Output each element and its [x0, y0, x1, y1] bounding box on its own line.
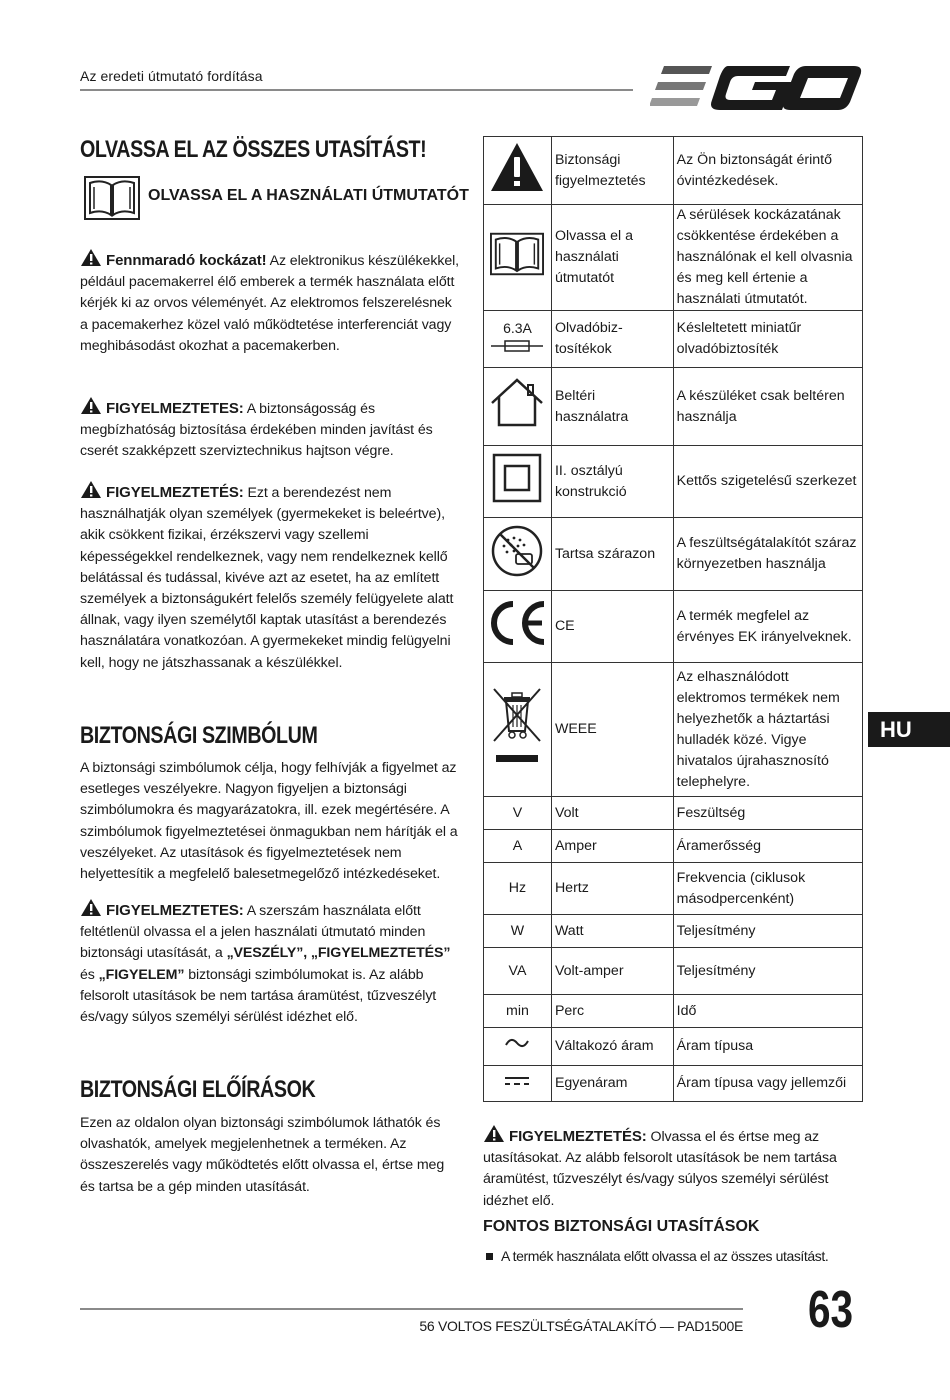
warning-icon — [483, 1124, 505, 1143]
table-cell-name: Hertz — [551, 863, 673, 915]
ego-logo — [650, 62, 862, 114]
paragraph-warning-persons: FIGYELMEZTETÉS: Ezt a berendezést nem használhatják olyan személyek (gyermekeket is beleértve), akik csökkent fizikai, érzékszervi vagy szellemi képességekkel rendelkeznek, vagy nem rendelkeznek kellő belátással és tudással, kivéve azt az esetet, ha az említett személyek a biztonságukért felelős személy felügyelete alatt állnak, vagy ilyen személytől kaptak utasítást a berendezés használatára vonatkozóan. A gyermekeket mindig felügyelni kell, hogy ne játszhassanak a készülékkel. — [80, 480, 460, 674]
warning-icon — [80, 898, 102, 917]
table-row — [484, 915, 863, 948]
table-cell-symbol — [484, 518, 552, 591]
keep-dry-icon — [490, 524, 544, 578]
paragraph-safety-symbols: A biztonsági szimbólumok célja, hogy felhívják a figyelmet az esetleges veszélyekre. Nagyon figyeljen a biztonsági szimbólumokra és magyarázatokra, ill. ezek megértésére. A szimbólumok figyelmeztetései önmagukban nem hárítják el a veszélyeket. Az utasítások és figyelmeztetések nem helyettesítik a megfelelő balesetmegelőző intézkedéseket. — [80, 760, 458, 883]
table-row — [484, 137, 863, 205]
table-row — [484, 591, 863, 663]
table-cell-desc: Áramerősség — [673, 830, 862, 863]
table-cell-desc: Teljesítmény — [673, 915, 862, 948]
table-cell-symbol — [484, 205, 552, 311]
table-row — [484, 830, 863, 863]
paragraph-warning-tool: FIGYELMEZTETES: A szerszám használata előtt feltétlenül olvassa el a jelen használati útmutató minden biztonsági utasítását, a „VESZÉLY”, „FIGYELMEZTETÉS” és „FIGYELEM” biztonsági szimbólumokat is. Az alább felsorolt utasítások be nem tartása áramütést, tűzveszélyt és/vagy súlyos személyi sérülést idézhet elő. — [80, 898, 460, 1028]
table-row — [484, 205, 863, 311]
paragraph-warning-right: FIGYELMEZTETÉS: Olvassa el és értse meg az utasításokat. Az alább felsorolt utasítások be nem tartása áramütést, tűzveszélyt és/vagy súlyos személyi sérülést idézhet elő. — [483, 1124, 863, 1212]
table-cell-desc: Idő — [673, 995, 862, 1028]
fuse-rating: 6.3A — [503, 320, 532, 336]
table-cell-symbol: VA — [484, 948, 552, 995]
table-cell-name: Tartsa szárazon — [551, 518, 673, 591]
warning-triangle-icon — [489, 141, 545, 193]
table-cell-symbol — [484, 137, 552, 205]
table-cell-desc: Késleltetett miniatűr olvadóbiztosíték — [673, 311, 862, 368]
table-cell-name: Olvassa el a használati útmutatót — [551, 205, 673, 311]
table-cell-symbol — [484, 311, 552, 368]
table-row — [484, 1028, 863, 1066]
table-cell-name: Amper — [551, 830, 673, 863]
table-cell-desc: Frekvencia (ciklusok másodpercenként) — [673, 863, 862, 915]
table-cell-symbol: min — [484, 995, 552, 1028]
table-cell-desc: Teljesítmény — [673, 948, 862, 995]
direct-current-icon — [504, 1075, 530, 1087]
table-row — [484, 446, 863, 518]
footer-rule — [80, 1308, 743, 1310]
table-cell-name: Biztonsági figyelmeztetés — [551, 137, 673, 205]
table-cell-symbol: A — [484, 830, 552, 863]
warning-icon — [80, 480, 102, 499]
table-cell-symbol: Hz — [484, 863, 552, 915]
table-row — [484, 518, 863, 591]
table-cell-symbol: V — [484, 797, 552, 830]
header-rule — [80, 89, 633, 91]
paragraph-residual-risk: Fennmaradó kockázat! Az elektronikus készülékekkel, például pacemakerrel élő emberek a termék használata előtt kérjék ki az orvos véleményét. Az elektromos felszerelésnek a pacemakerhez közel való működtetése interferenciát vagy meghibásodást okozhat a pacemakerben. — [80, 248, 460, 357]
paragraph-safety-rules: Ezen az oldalon olyan biztonsági szimbólumok láthatók és olvashatók, amelyek megjelenhetnek a terméken. Az összeszerelés vagy működtetés előtt olvassa el, értse meg és tartsa be a gép minden utasítását. — [80, 1115, 445, 1195]
language-tab: HU — [868, 712, 950, 747]
table-row — [484, 948, 863, 995]
table-cell-symbol: W — [484, 915, 552, 948]
bullet-item: A termék használata előtt olvassa el az összes utasítást. — [486, 1248, 828, 1264]
weee-bin-icon — [490, 683, 544, 769]
warning-icon — [80, 396, 102, 415]
table-cell-desc: Áram típusa vagy jellemzői — [673, 1066, 862, 1102]
table-cell-symbol — [484, 1066, 552, 1102]
table-cell-symbol — [484, 446, 552, 518]
table-cell-name: CE — [551, 591, 673, 663]
header-text: Az eredeti útmutató fordítása — [80, 68, 263, 84]
read-manual-heading: OLVASSA EL A HASZNÁLATI ÚTMUTATÓT — [148, 187, 469, 204]
bullet-square-icon — [486, 1253, 493, 1260]
table-cell-desc: Áram típusa — [673, 1028, 862, 1066]
table-row — [484, 311, 863, 368]
house-icon — [489, 377, 545, 429]
table-row — [484, 995, 863, 1028]
double-square-icon — [492, 453, 542, 503]
read-manual-icon — [84, 175, 140, 221]
table-cell-name: Watt — [551, 915, 673, 948]
table-cell-desc: A sérülések kockázatának csökkentése érdekében a használónak el kell olvasnia és meg kell értenie a használati útmutatót. — [673, 205, 862, 311]
table-cell-desc: A termék megfelel az érvényes EK irányelveknek. — [673, 591, 862, 663]
read-manual-icon — [490, 231, 544, 277]
table-cell-symbol — [484, 663, 552, 797]
page-number: 63 — [808, 1281, 854, 1339]
table-cell-symbol — [484, 1028, 552, 1066]
table-cell-name: Beltéri használatra — [551, 368, 673, 446]
table-cell-name: Volt — [551, 797, 673, 830]
table-row — [484, 797, 863, 830]
table-row — [484, 368, 863, 446]
table-cell-desc: A készüléket csak beltéren használja — [673, 368, 862, 446]
important-safety-heading: FONTOS BIZTONSÁGI UTASÍTÁSOK — [483, 1218, 760, 1235]
table-cell-name: Volt-amper — [551, 948, 673, 995]
fuse-icon — [491, 339, 543, 353]
table-cell-desc: Feszültség — [673, 797, 862, 830]
ce-mark-icon — [486, 600, 548, 646]
table-cell-symbol — [484, 368, 552, 446]
table-cell-desc: Az elhasználódott elektromos termékek nem helyezhetők a háztartási hulladék közé. Vigye hivatalos újrahasznosító telephelyre. — [673, 663, 862, 797]
table-cell-desc: A feszültségátalakítót száraz környezetben használja — [673, 518, 862, 591]
table-cell-name: Váltakozó áram — [551, 1028, 673, 1066]
table-row — [484, 863, 863, 915]
section-title-read-all: OLVASSA EL AZ ÖSSZES UTASÍTÁST! — [80, 136, 427, 163]
section-title-safety-symbols: BIZTONSÁGI SZIMBÓLUM — [80, 722, 318, 749]
table-row — [484, 663, 863, 797]
symbol-table — [483, 136, 863, 1102]
alternating-current-icon — [504, 1036, 530, 1050]
table-cell-name: Perc — [551, 995, 673, 1028]
table-cell-desc: Kettős szigetelésű szerkezet — [673, 446, 862, 518]
table-cell-name: WEEE — [551, 663, 673, 797]
section-title-safety-rules: BIZTONSÁGI ELŐÍRÁSOK — [80, 1076, 316, 1103]
footer-product: 56 VOLTOS FESZÜLTSÉGÁTALAKÍTÓ — PAD1500E — [419, 1318, 743, 1334]
table-cell-desc: Az Ön biztonságát érintő óvintézkedések. — [673, 137, 862, 205]
table-cell-name: Olvadóbiz-tosítékok — [551, 311, 673, 368]
table-row — [484, 1066, 863, 1102]
warning-icon — [80, 248, 102, 267]
paragraph-warning-repair: FIGYELMEZTETES: A biztonságosság és megbízhatóság biztosítása érdekében minden javítást és cserét szakképzett szerviztechnikus hajtson végre. — [80, 396, 460, 463]
table-cell-name: Egyenáram — [551, 1066, 673, 1102]
table-cell-symbol — [484, 591, 552, 663]
table-cell-name: II. osztályú konstrukció — [551, 446, 673, 518]
